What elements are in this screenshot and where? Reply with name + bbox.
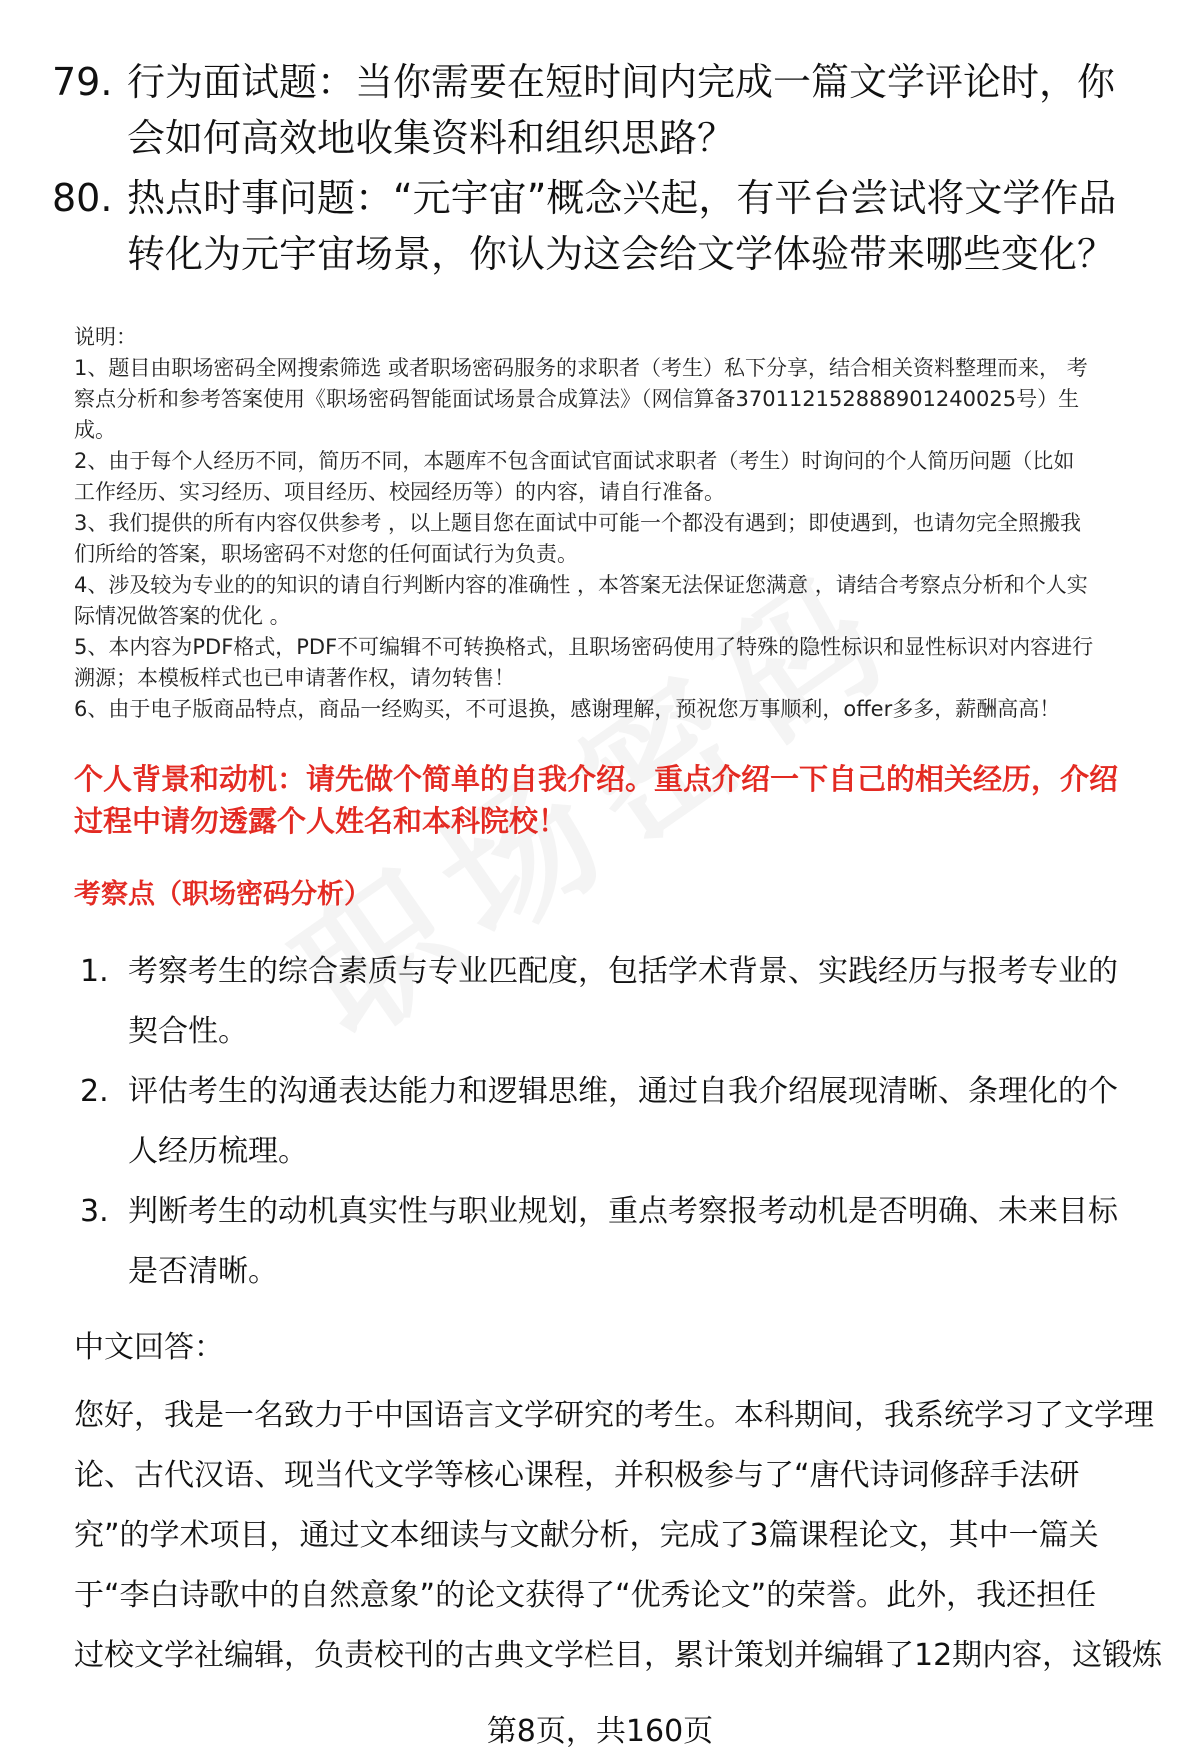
answer-line: 究”的学术项目，通过文本细读与文献分析，完成了3篇课程论文，其中一篇关 [74, 1518, 1099, 1553]
notes-line: 成。 [74, 418, 116, 442]
main-question [74, 758, 1154, 842]
point-number: 3. [80, 1194, 109, 1229]
answer-label: 中文回答： [74, 1330, 224, 1365]
notes-line: 4、涉及较为专业的的知识的请自行判断内容的准确性 ，本答案无法保证您满意 ，请结合考察点分析和个人实 [74, 573, 1088, 597]
point-text: 评估考生的沟通表达能力和逻辑思维，通过自我介绍展现清晰、条理化的个人经历梳理。 [128, 1074, 1118, 1169]
point-number: 2. [80, 1074, 109, 1109]
question-text: 热点时事问题：“元宇宙”概念兴起，有平台尝试将文学作品转化为元宇宙场景，你认为这会给文学体验带来哪些变化？ [127, 176, 1117, 276]
point-text: 考察考生的综合素质与专业匹配度，包括学术背景、实践经历与报考专业的契合性。 [128, 954, 1118, 1049]
analysis-point [80, 942, 1140, 1062]
point-number: 1. [80, 954, 109, 989]
analysis-point [80, 1182, 1140, 1302]
question-79 [52, 54, 1152, 166]
answer-body [74, 1386, 1163, 1686]
notes-line: 溯源；本模板样式也已申请著作权，请勿转售！ [74, 666, 515, 690]
answer-line: 论、古代汉语、现当代文学等核心课程，并积极参与了“唐代诗词修辞手法研 [74, 1458, 1080, 1493]
question-80 [52, 170, 1152, 282]
notes-line: 6、由于电子版商品特点，商品一经购买，不可退换，感谢理解，预祝您万事顺利，offer多多，薪酬高高！ [74, 697, 1061, 721]
notes-line: 5、本内容为PDF格式，PDF不可编辑不可转换格式，且职场密码使用了特殊的隐性标识和显性标识对内容进行 [74, 635, 1094, 659]
analysis-heading: 考察点（职场密码分析） [74, 879, 371, 910]
main-question-line: 个人背景和动机：请先做个简单的自我介绍。重点介绍一下自己的相关经历，介绍 [74, 762, 1119, 796]
answer-line: 您好，我是一名致力于中国语言文学研究的考生。本科期间，我系统学习了文学理 [74, 1398, 1154, 1433]
notes-line: 察点分析和参考答案使用《职场密码智能面试场景合成算法》（网信算备370112152888901240025号）生 [74, 387, 1080, 411]
main-question-line: 过程中请勿透露个人姓名和本科院校！ [74, 804, 568, 838]
point-text: 判断考生的动机真实性与职业规划，重点考察报考动机是否明确、未来目标是否清晰。 [128, 1194, 1118, 1289]
notes-line: 3、我们提供的所有内容仅供参考 ，以上题目您在面试中可能一个都没有遇到；即使遇到，也请勿完全照搬我 [74, 511, 1082, 535]
notes-line: 2、由于每个人经历不同，简历不同，本题库不包含面试官面试求职者（考生）时询问的个人简历问题（比如 [74, 449, 1075, 473]
notes-section [74, 322, 1164, 725]
page-footer: 第8页，共160页 [486, 1714, 714, 1749]
notes-line: 说明： [74, 325, 137, 349]
answer-line: 过校文学社编辑，负责校刊的古典文学栏目，累计策划并编辑了12期内容，这锻炼 [74, 1638, 1163, 1673]
notes-line: 际情况做答案的优化 。 [74, 604, 291, 628]
analysis-points [80, 942, 1140, 1302]
notes-line: 们所给的答案，职场密码不对您的任何面试行为负责。 [74, 542, 578, 566]
answer-line: 于“李白诗歌中的自然意象”的论文获得了“优秀论文”的荣誉。此外，我还担任 [74, 1578, 1097, 1613]
notes-line: 1、题目由职场密码全网搜索筛选 或者职场密码服务的求职者（考生）私下分享，结合相关资料整理而来， 考 [74, 356, 1088, 380]
question-number: 80. [52, 176, 113, 220]
analysis-point [80, 1062, 1140, 1182]
question-text: 行为面试题：当你需要在短时间内完成一篇文学评论时，你会如何高效地收集资料和组织思路？ [127, 60, 1116, 160]
question-number: 79. [52, 60, 113, 104]
notes-line: 工作经历、实习经历、项目经历、校园经历等）的内容，请自行准备。 [74, 480, 725, 504]
